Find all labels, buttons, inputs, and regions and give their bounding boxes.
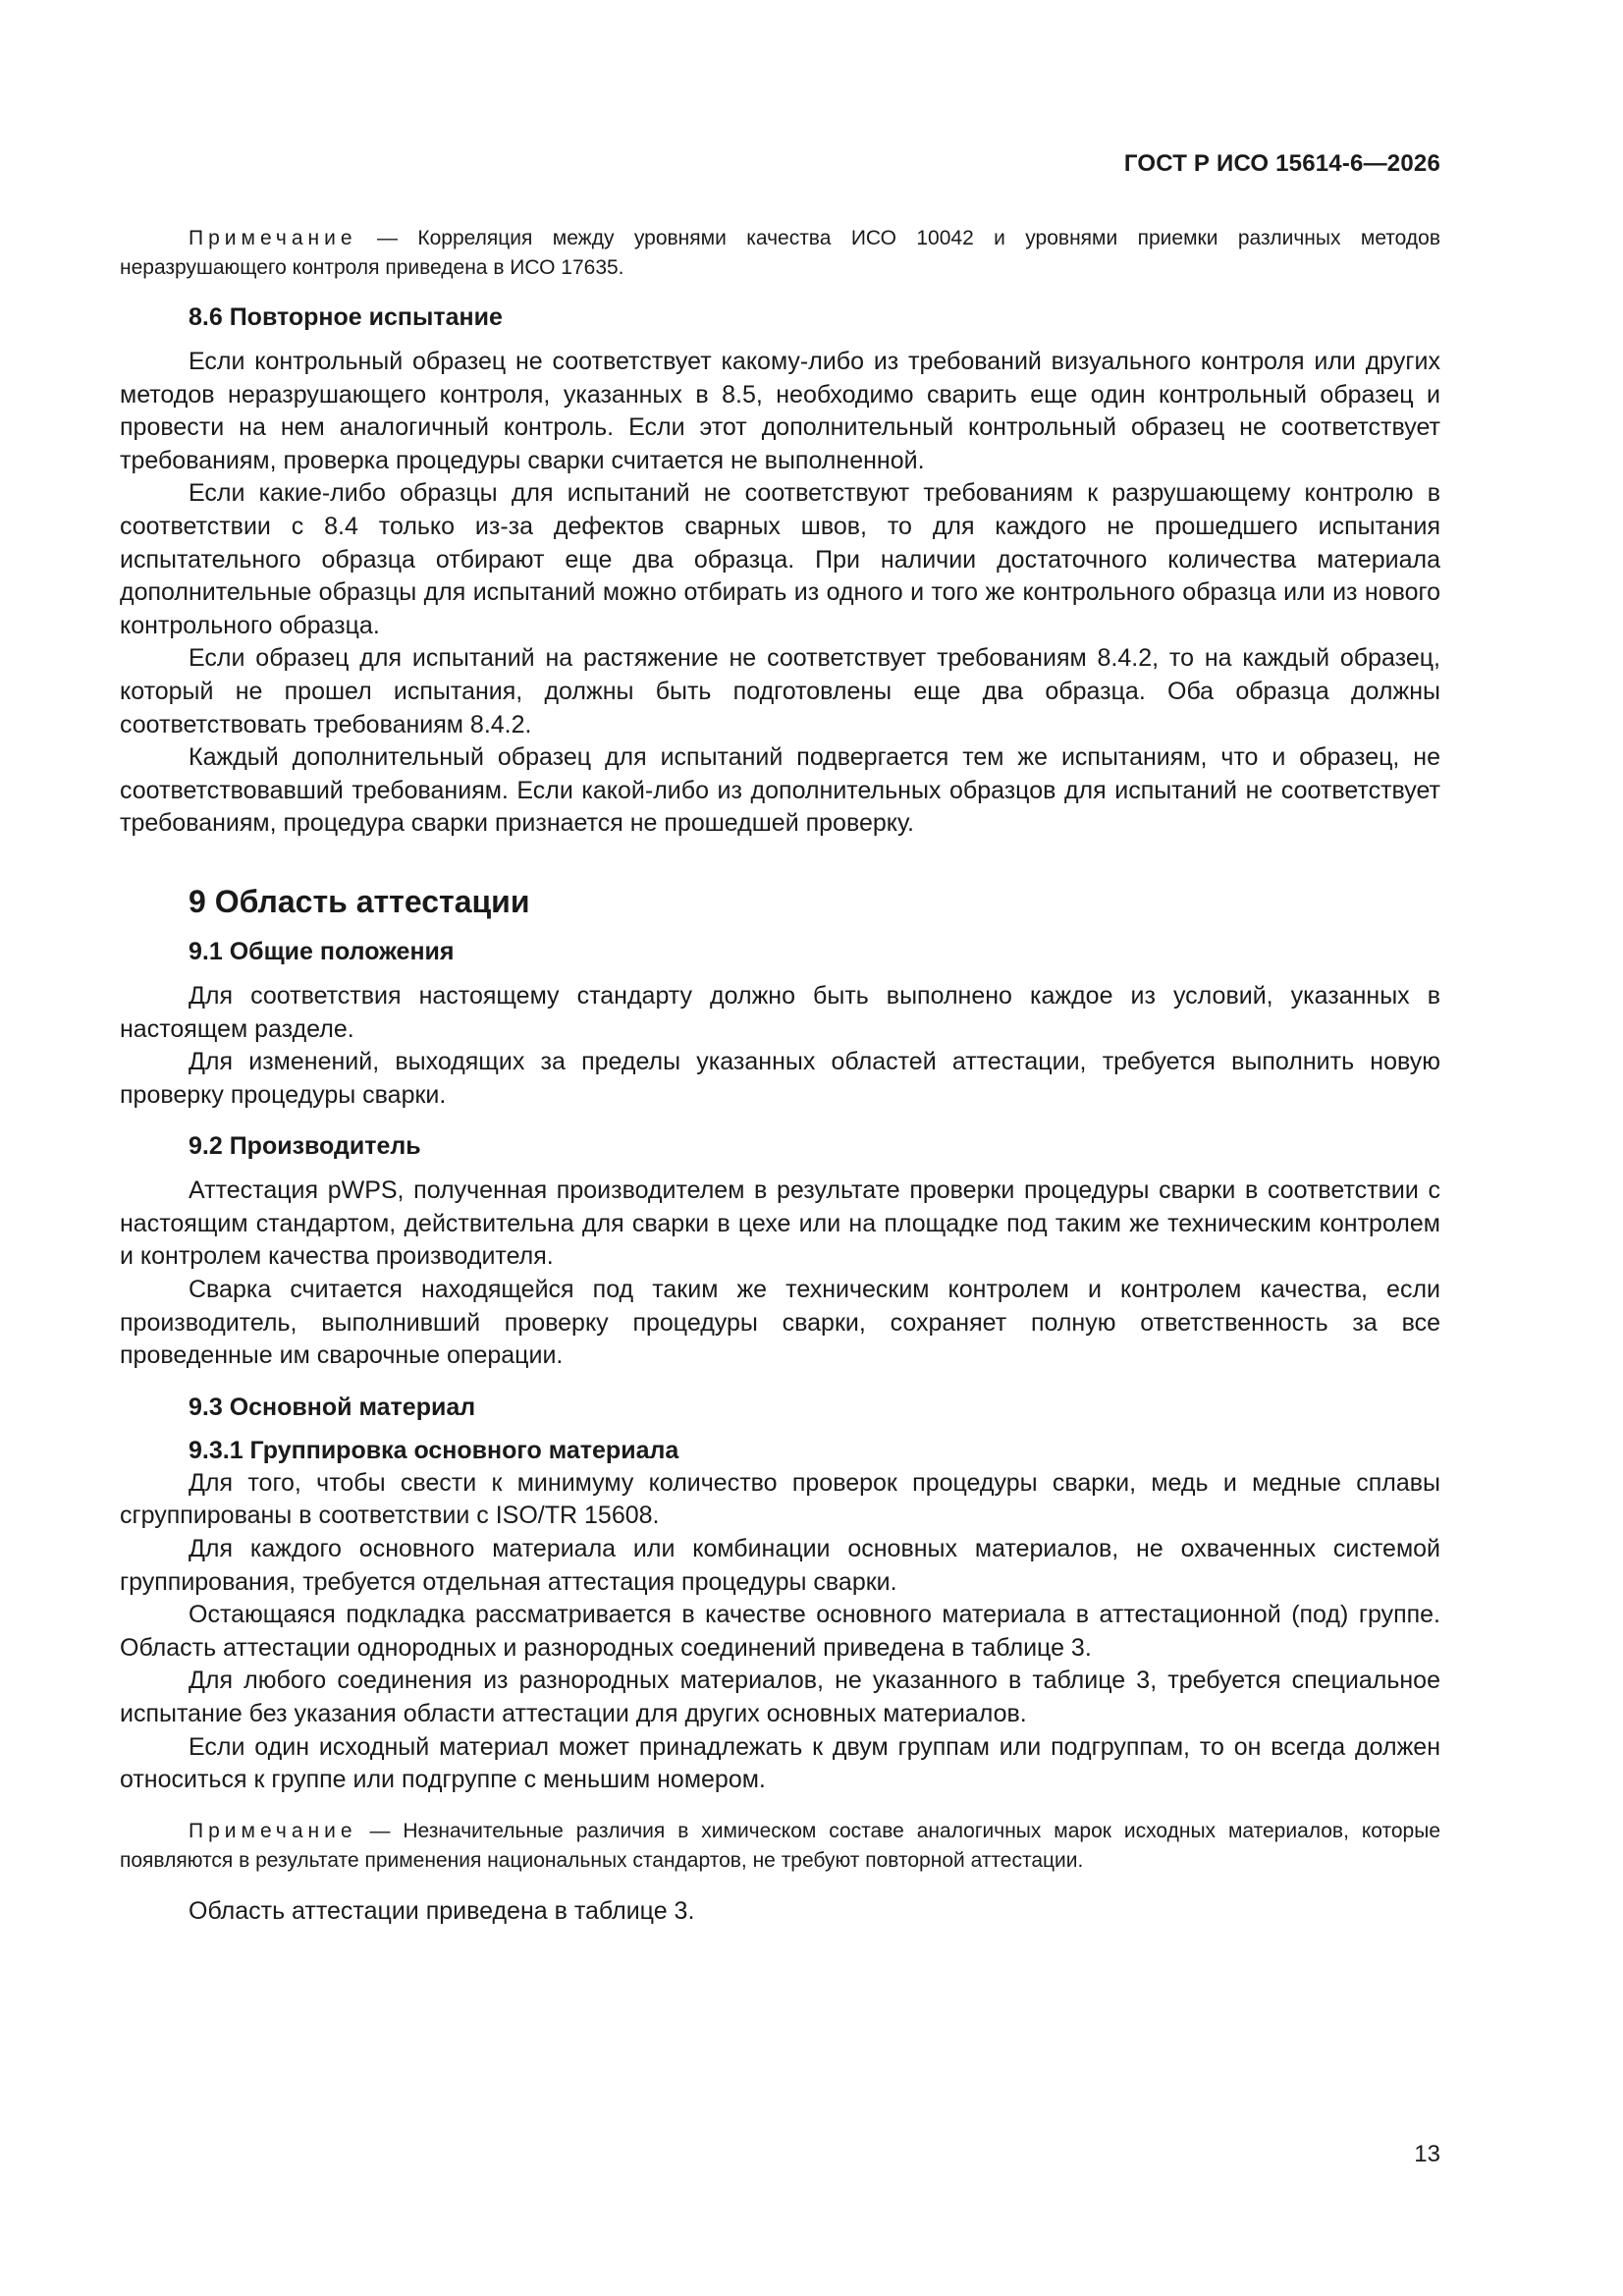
section-9-1-paragraph-1: Для соответствия настоящему стандарту должно быть выполнено каждое из условий, указанных в настоящем разделе. bbox=[120, 981, 1440, 1043]
section-8-6-paragraph-1: Если контрольный образец не соответствует какому-либо из требований визуального контроля или других методов неразрушающего контроля, указанных в 8.5, необходимо сварить еще один контрольный образец и провести на нем аналогичный контроль. Если этот дополнительный контрольный образец не соответствует требованиям, проверка процедуры сварки считается не выполненной. bbox=[120, 348, 1440, 474]
page-content bbox=[120, 224, 1440, 1928]
note-correlation bbox=[120, 224, 1440, 283]
note-text: — Незначительные различия в химическом составе аналогичных марок исходных материалов, которые появляются в результате применения национальных стандартов, не требуют повторной аттестации. bbox=[120, 1819, 1440, 1872]
section-8-6-heading: 8.6 Повторное испытание bbox=[189, 303, 503, 331]
section-9-3-1-paragraph-3: Остающаяся подкладка рассматривается в качестве основного материала в аттестационной (под) группе. Область аттестации однородных и разнородных соединений приведена в таблице 3. bbox=[120, 1601, 1440, 1662]
section-9-3-final-paragraph: Область аттестации приведена в таблице 3. bbox=[189, 1896, 695, 1925]
section-9-2-heading: 9.2 Производитель bbox=[189, 1132, 421, 1161]
section-9-1-paragraph-2: Для изменений, выходящих за пределы указанных областей аттестации, требуется выполнить новую проверку процедуры сварки. bbox=[120, 1048, 1440, 1109]
section-9-3-1-paragraph-2: Для каждого основного материала или комбинации основных материалов, не охваченных системой группирования, требуется отдельная аттестация процедуры сварки. bbox=[120, 1535, 1440, 1596]
section-9-heading: 9 Область аттестации bbox=[189, 883, 530, 919]
note-chemical-differences bbox=[120, 1817, 1440, 1876]
note-text: — Корреляция между уровнями качества ИСО 10042 и уровнями приемки различных методов неразрушающего контроля приведена в ИСО 17635. bbox=[120, 227, 1440, 279]
section-8-6-paragraph-4: Каждый дополнительный образец для испытаний подвергается тем же испытаниям, что и образец, не соответствовавший требованиям. Если какой-либо из дополнительных образцов для испытаний не соответствует требованиям, процедура сварки признается не прошедшей проверку. bbox=[120, 743, 1440, 838]
document-code-header: ГОСТ Р ИСО 15614-6—2026 bbox=[1123, 150, 1440, 177]
section-9-2-paragraph-2: Сварка считается находящейся под таким же техническим контролем и контролем качества, если производитель, выполнивший проверку процедуры сварки, сохраняет полную ответственность за все проведенные им сварочные операции. bbox=[120, 1276, 1440, 1370]
section-9-3-1-paragraph-5: Если один исходный материал может принадлежать к двум группам или подгруппам, то он всегда должен относиться к группе или подгруппе с меньшим номером. bbox=[120, 1732, 1440, 1794]
note-label: Примечание bbox=[189, 227, 357, 249]
section-9-3-heading: 9.3 Основной материал bbox=[189, 1393, 476, 1421]
section-9-3-1-paragraph-4: Для любого соединения из разнородных материалов, не указанного в таблице 3, требуется специальное испытание без указания области аттестации для других основных материалов. bbox=[120, 1667, 1440, 1727]
section-8-6-paragraph-3: Если образец для испытаний на растяжение не соответствует требованиям 8.4.2, то на каждый образец, который не прошел испытания, должны быть подготовлены еще два образца. Оба образца должны соответствовать требованиям 8.4.2. bbox=[120, 644, 1440, 738]
section-9-2-paragraph-1: Аттестация pWPS, полученная производителем в результате проверки процедуры сварки в соответствии с настоящим стандартом, действительна для сварки в цехе или на площадке под таким же техническим контролем и контролем качества производителя. bbox=[120, 1176, 1440, 1271]
page-number: 13 bbox=[1414, 2141, 1440, 2167]
section-9-3-1-paragraph-1: Для того, чтобы свести к минимуму количество проверок процедуры сварки, медь и медные сплавы сгруппированы в соответствии с ISO/TR 15608. bbox=[120, 1468, 1440, 1530]
section-8-6-paragraph-2: Если какие-либо образцы для испытаний не соответствуют требованиям к разрушающему контролю в соответствии с 8.4 только из-за дефектов сварных швов, то для каждого не прошедшего испытания испытательного образца отбирают еще два образца. При наличии достаточного количества материала дополнительные образцы для испытаний можно отбирать из одного и того же контрольного образца или из нового контрольного образца. bbox=[120, 479, 1440, 639]
section-9-3-1-heading: 9.3.1 Группировка основного материала bbox=[189, 1436, 679, 1464]
document-page bbox=[120, 0, 1440, 2296]
note-label: Примечание bbox=[189, 1819, 357, 1842]
section-9-1-heading: 9.1 Общие положения bbox=[189, 937, 455, 965]
